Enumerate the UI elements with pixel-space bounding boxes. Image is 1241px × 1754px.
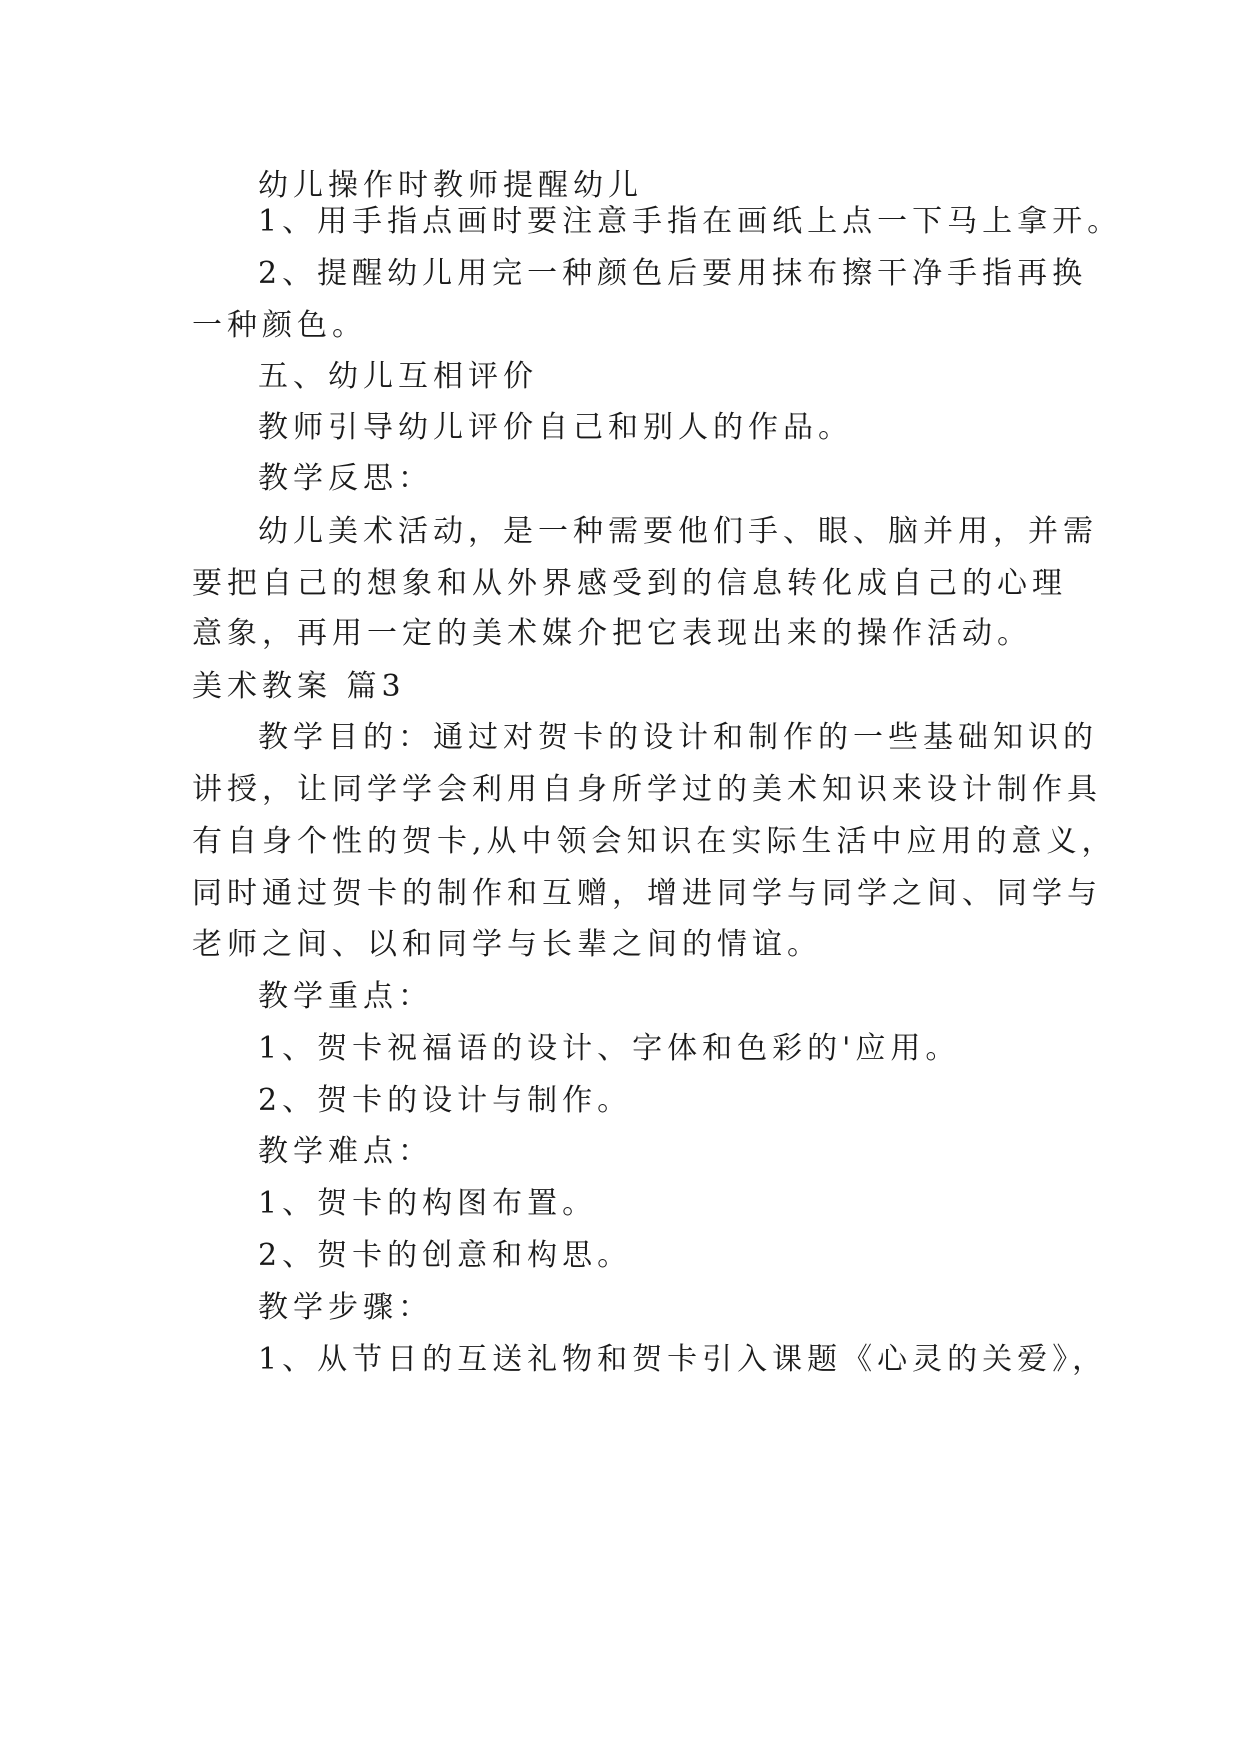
paragraph-line: 讲授，让同学学会利用自身所学过的美术知识来设计制作具 [192,772,1102,807]
paragraph-line: 教学难点： [258,1134,433,1169]
paragraph-line: 要把自己的想象和从外界感受到的信息转化成自己的心理 [192,566,1067,601]
paragraph-line: 2、贺卡的设计与制作。 [258,1083,633,1118]
paragraph-line: 1、贺卡的构图布置。 [258,1186,598,1221]
paragraph-line: 一种颜色。 [192,308,367,343]
paragraph-line: 意象，再用一定的美术媒介把它表现出来的操作活动。 [192,616,1032,651]
section-heading: 五、幼儿互相评价 [258,359,538,394]
paragraph-line: 教师引导幼儿评价自己和别人的作品。 [258,410,853,445]
paragraph-line: 教学反思： [258,461,433,496]
paragraph-line: 教学目的：通过对贺卡的设计和制作的一些基础知识的 [258,720,1098,755]
section-title: 美术教案 篇3 [192,669,406,704]
paragraph-line: 有自身个性的贺卡,从中领会知识在实际生活中应用的意义， [192,824,1117,859]
paragraph-line: 1、贺卡祝福语的设计、字体和色彩的'应用。 [258,1031,961,1066]
paragraph-line: 幼儿美术活动，是一种需要他们手、眼、脑并用，并需 [258,514,1098,549]
paragraph-line: 1、从节日的互送礼物和贺卡引入课题《心灵的关爱》， [258,1342,1108,1377]
paragraph-line: 同时通过贺卡的制作和互赠，增进同学与同学之间、同学与 [192,876,1102,911]
paragraph-line: 教学步骤： [258,1290,433,1325]
paragraph-line: 老师之间、以和同学与长辈之间的情谊。 [192,927,822,962]
paragraph-line: 2、贺卡的创意和构思。 [258,1238,633,1273]
paragraph-line: 教学重点： [258,979,433,1014]
paragraph-line: 1、用手指点画时要注意手指在画纸上点一下马上拿开。 [258,204,1123,239]
paragraph-line: 幼儿操作时教师提醒幼儿 [258,168,643,203]
paragraph-line: 2、提醒幼儿用完一种颜色后要用抹布擦干净手指再换 [258,256,1088,291]
